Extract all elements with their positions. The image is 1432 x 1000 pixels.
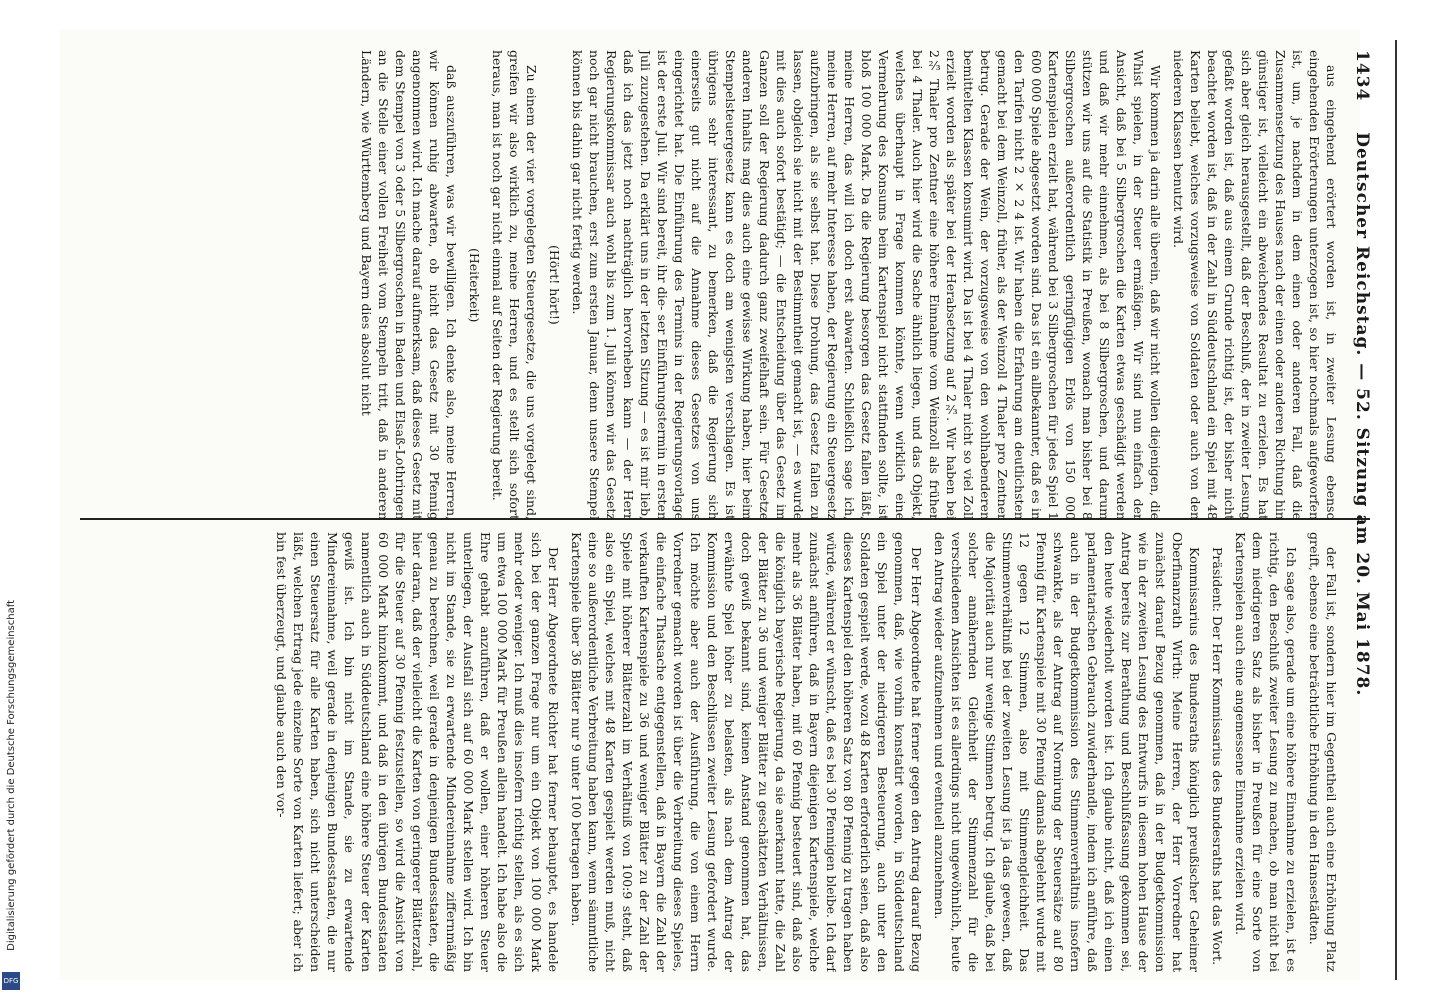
page-number: 1434 (1352, 50, 1372, 102)
header-title: Deutscher Reichstag. — 52. Sitzung am 20. Mai 1878. (1352, 132, 1372, 697)
text-column-left (100, 50, 1340, 520)
paragraph: Ich sage also, gerade um eine höhere Einnahme zu erzielen, ist es richtig, den Beschluß zweiter Lesung zu machen, ob man nicht bei dem niedrigeren Satz als bisher in Preußen für eine Sorte von Kartenspielen auch eine angemessene Einnahme erzielen wird. (1233, 532, 1299, 972)
paragraph: Wir kommen ja darin alle überein, daß wir nicht wollen diejenigen, die Whist spielen, in der Steuer ermäßigen. Wir sind nun einfach der Ansicht, daß bei 5 Silbergroschen die Karten etwas geschädigt werden und daß wir mehr einnehmen, als bei 8 Silbergroschen, und darum stützen wir uns auf die Statistik in Preußen, wonach man bisher bei 8 Silbergroschen außerordentlich geringfügigen Erlös von 150 000 Kartenspielen erzielt hat, während bei 3 Silbergroschen für jedes Spiel 1 600 000 Spiele abgesetzt worden sind. Das ist ein allbekannter, daß es in den Tarifen nicht 2 × 2 4 ist. Wir haben die Erfahrung am deutlichsten gemacht bei dem Weinzoll, früher, als der Weinzoll 4 Thaler pro Zentner betrug. Gerade der Wein, der vorzugsweise von den wohlhabenderen bemittelten Klassen konsumirt wird. Da ist bei 4 Thaler nicht so viel Zoll erzielt worden als später bei der Herabsetzung auf 2⅔. Wir haben bei 2⅔ Thaler pro Zentner eine höhere Einnahme vom Weinzoll als früher bei 4 Thaler. Auch hier wird die Sache ähnlich liegen, und das Objekt, welches überhaupt in Frage kommen könnte, wenn wirklich eine Vermehrung des Konsums beim Kartenspiel nicht stattfinden sollte, ist bloß 100 000 Mark. Da die Regierung besorgen das Gesetz fallen läßt, meine Herren, das will ich doch erst abwarten. Schließlich sage ich, meine Herren, auf mehr Interesse haben, der Regierung ein Steuergesetz aufzubringen, als sie selbst hat. Diese Drohung, das Gesetz fallen zu lassen, obgleich sie nicht mit der Bestimmtheit gemacht ist, — es wurde mit dies auch sofort bestätigt; — die Entscheidung über das Gesetz im Ganzen soll der Regierung dadurch ganz zweifelhaft sein. Für Gesetze anderen Inhalts mag dies auch eine gewisse Wirkung haben, hier beim Stempelsteuergesetz kann es doch am wenigsten verschlagen. Es ist übrigens sehr interessant, zu bemerken, daß die Regierung sich einerseits gut nicht auf die Annahme dieses Gesetzes von uns eingerichtet hat. Die Einführung des Termins in der Regierungsvorlage ist der erste Juli. Wir sind bereit, ihr die- ser Einführungstermin in ersten Juli zuzugestehen. Da erklärt uns in der letzten Sitzung — es ist mir lieb, daß ich das jetzt noch nachträglich hervorheben kann — der Herr Regierungskommissar auch wohl bis zum 1. Juli können wir das Gesetz noch gar nicht brauchen, erst zum ersten Januar, denn unsere Stempel können bis dahin gar nicht fertig werden. (570, 50, 1163, 520)
speaker-line: Präsident: Der Herr Kommissarius des Bundesraths hat das Wort. (1210, 547, 1225, 966)
paragraph: Kommissarius des Bundesraths königlich preußischer Geheimer Oberfinanzrath Wirth: Meine Herren, der Herr Vorredner hat zunächst darauf Bezug genommen, daß in der Budgetkommission wie in der zweiten Lesung des Entwurfs in diesem hohen Hause der Antrag bereits zur Berathung und Beschlußfassung gekommen sei, den heute wiederholt worden ist. Ich glaube nicht, daß ich einen parlamentarischen Gebrauch zuwiderhandle, indem ich anführe, daß auch in der Budgetkommission des Stimmenverhältnis insofern schwankte, als der Antrag auf Normirung der Steuersätze auf 80 Pfennig für Kartenspiele mit 30 Pfennig damals abgelehnt wurde mit 12 gegen 12 Stimmen, also mit Stimmengleichheit. Das Stimmenverhältniß bei der zweiten Lesung ist ja das gewesen, daß die Majorität auch nur wenige Stimmen betrug. Ich glaube, daß bei solcher annähernden Gleichheit der Stimmenzahl für die verschiedenen Ansichten ist es allerdings nicht ungewöhnlich, heute den Antrag wieder aufzunehmen und eventuell anzunehmen. (932, 532, 1202, 972)
text-column-right (100, 532, 1340, 972)
paragraph: der Fall ist, sondern hier im Gegentheil auch eine Erhöhung Platz greift, ebenso eine beträchtliche Erhöhung in den Hansestädten. (1307, 532, 1339, 972)
dfg-logo-icon: DFG (2, 972, 20, 990)
header-rule (1395, 40, 1397, 980)
paragraph: Der Herr Abgeordnete hat ferner gegen den Antrag darauf Bezug genommen, daß, wie vorhin konstatirt worden, in Süddeutschland ein Spiel unter der niedrigeren Besteuerung, auch unter den Soldaten gespielt werde, wozu 48 Karten erforderlich seien, daß also dieses Kartenspiel den höheren Satz von 80 Pfennig zu tragen haben würde, während er wünscht, daß es bei 30 Pfennigen bleibe. Ich darf zunächst anführen, daß in Bayern diejenigen Kartenspiele, welche mehr als 36 Blätter haben, mit 60 Pfennig besteuert sind, daß also die königlich bayerische Regierung, da sie anerkannt hatte, die Zahl der Blätter zu 36 und weniger Blätter zu geschätzten Verhältnissen, doch gewiß bekannt sind, keinen Anstand genommen hat, das erwähnte Spiel höher zu belasten, als nach dem Antrag der Kommission und den Beschlüssen zweiter Lesung gefordert wurde. Ich möchte aber auch der Ausführung, die von einem Herrn Vorredner gemacht worden ist über die Verbreitung dieses Spieles, die einfache Thatsache entgegenstellen, daß in Bayern die Zahl der verkauften Kartenspiele zu 36 und weniger Blätter zu der Zahl der Spiele mit höherer Blätterzahl im Verhältniß von 100:9 steht, daß also ein Spiel, welches mit 48 Karten gespielt werden muß, nicht eine so außerordentliche Verbreitung haben kann, wenn sämmtliche Kartenspiele über 36 Blätter nur 9 unter 100 betragen haben. (569, 532, 924, 972)
paragraph: Der Herr Abgeordnete Richter hat ferner behauptet, es handele sich bei der ganzen Frage nur um ein Objekt von 100 000 Mark mehr oder weniger. Ich muß dies insofern richtig stellen, als es sich um etwa 100 000 Mark für Preußen allein handelt. Ich habe also die Ehre gehabt anzuführen, daß er wollen, einer höheren Steuer unterliegen, der Ausfall sich auf 60 000 Mark stellen wird. Ich bin nicht im Stande, sie zu erwartende Mindereinnahme ziffernmäßig genau zu berechnen, weil gerade in denjenigen Bundesstaaten, die hier daran, daß der vielleicht die Karten von geringerer Blätterzahl, für die Steuer auf 30 Pfennig festzustellen, so wird die Ansicht von 60 000 Mark hinzukommt, und daß in den übrigen Bundesstaaten namentlich auch in Süddeutschland eine höhere Steuer der Karten gewiß ist. Ich bin nicht im Stande, sie zu erwartende Mindereinnahme, weil gerade in denjenigen Bundesstaaten, die nur einen Steuersatz für alle Karten haben, sich nicht unterscheiden läßt, welchen Ertrag jede einzelne Sorte von Karten liefert; aber ich bin fest überzeugt, und glaube auch den vor- (274, 532, 561, 972)
digitization-credit: Digitalisierung gefördert durch die Deutsche Forschungsgemeinschaft (6, 600, 17, 951)
paragraph: Zu einem der vier vorgelegten Steuergesetze, die uns vorgelegt sind, greifen wir also wirklich zu, meine Herren, und es stellt sich sofort heraus, man ist noch gar nicht einmal auf Seiten der Regierung bereit. (490, 50, 539, 520)
page-content (80, 40, 1380, 980)
paragraph: aus eingehend erörtert worden ist, in zweiter Lesung ebenso eingehenden Erörterungen unterzogen ist, so hier nochmals aufgeworfen ist, um, je nachdem in dem einen oder anderen Fall, daß die Zusammensetzung des Hauses nach der einen oder anderen Richtung hin günstiger ist, vielleicht ein abweichendes Resultat zu erzielen. Es hat sich aber gleich herausgestellt, daß der Beschluß, der in zweiter Lesung gefaßt worden ist, daß aus einem Grunde richtig ist, der bisher nicht beachtet worden ist, daß in der Zahl in Süddeutschland ein Spiel mit 48 Karten beliebt, welches vorzugsweise von Soldaten oder auch von den niederen Klassen benutzt wird. (1171, 50, 1339, 520)
running-header (1352, 50, 1372, 696)
paragraph: daß auszuführen, was wir bewilligen. Ich denke also, meine Herren, wir können ruhig abwarten, ob nicht das Gesetz mit 30 Pfennig angenommen wird. Ich mache darauf aufmerksam, daß dieses Gesetz mit dem Stempel von 3 oder 5 Silbergroschen in Baden und Elsaß-Lothringen an die Stelle einer vollen Freiheit vom Stempeln tritt, daß in anderen Ländern, wie Württemberg und Bayern dies absolut nicht (359, 50, 459, 520)
interjection: (Heiterkeit) (467, 247, 482, 323)
interjection: (Hört! hört!) (547, 245, 562, 325)
